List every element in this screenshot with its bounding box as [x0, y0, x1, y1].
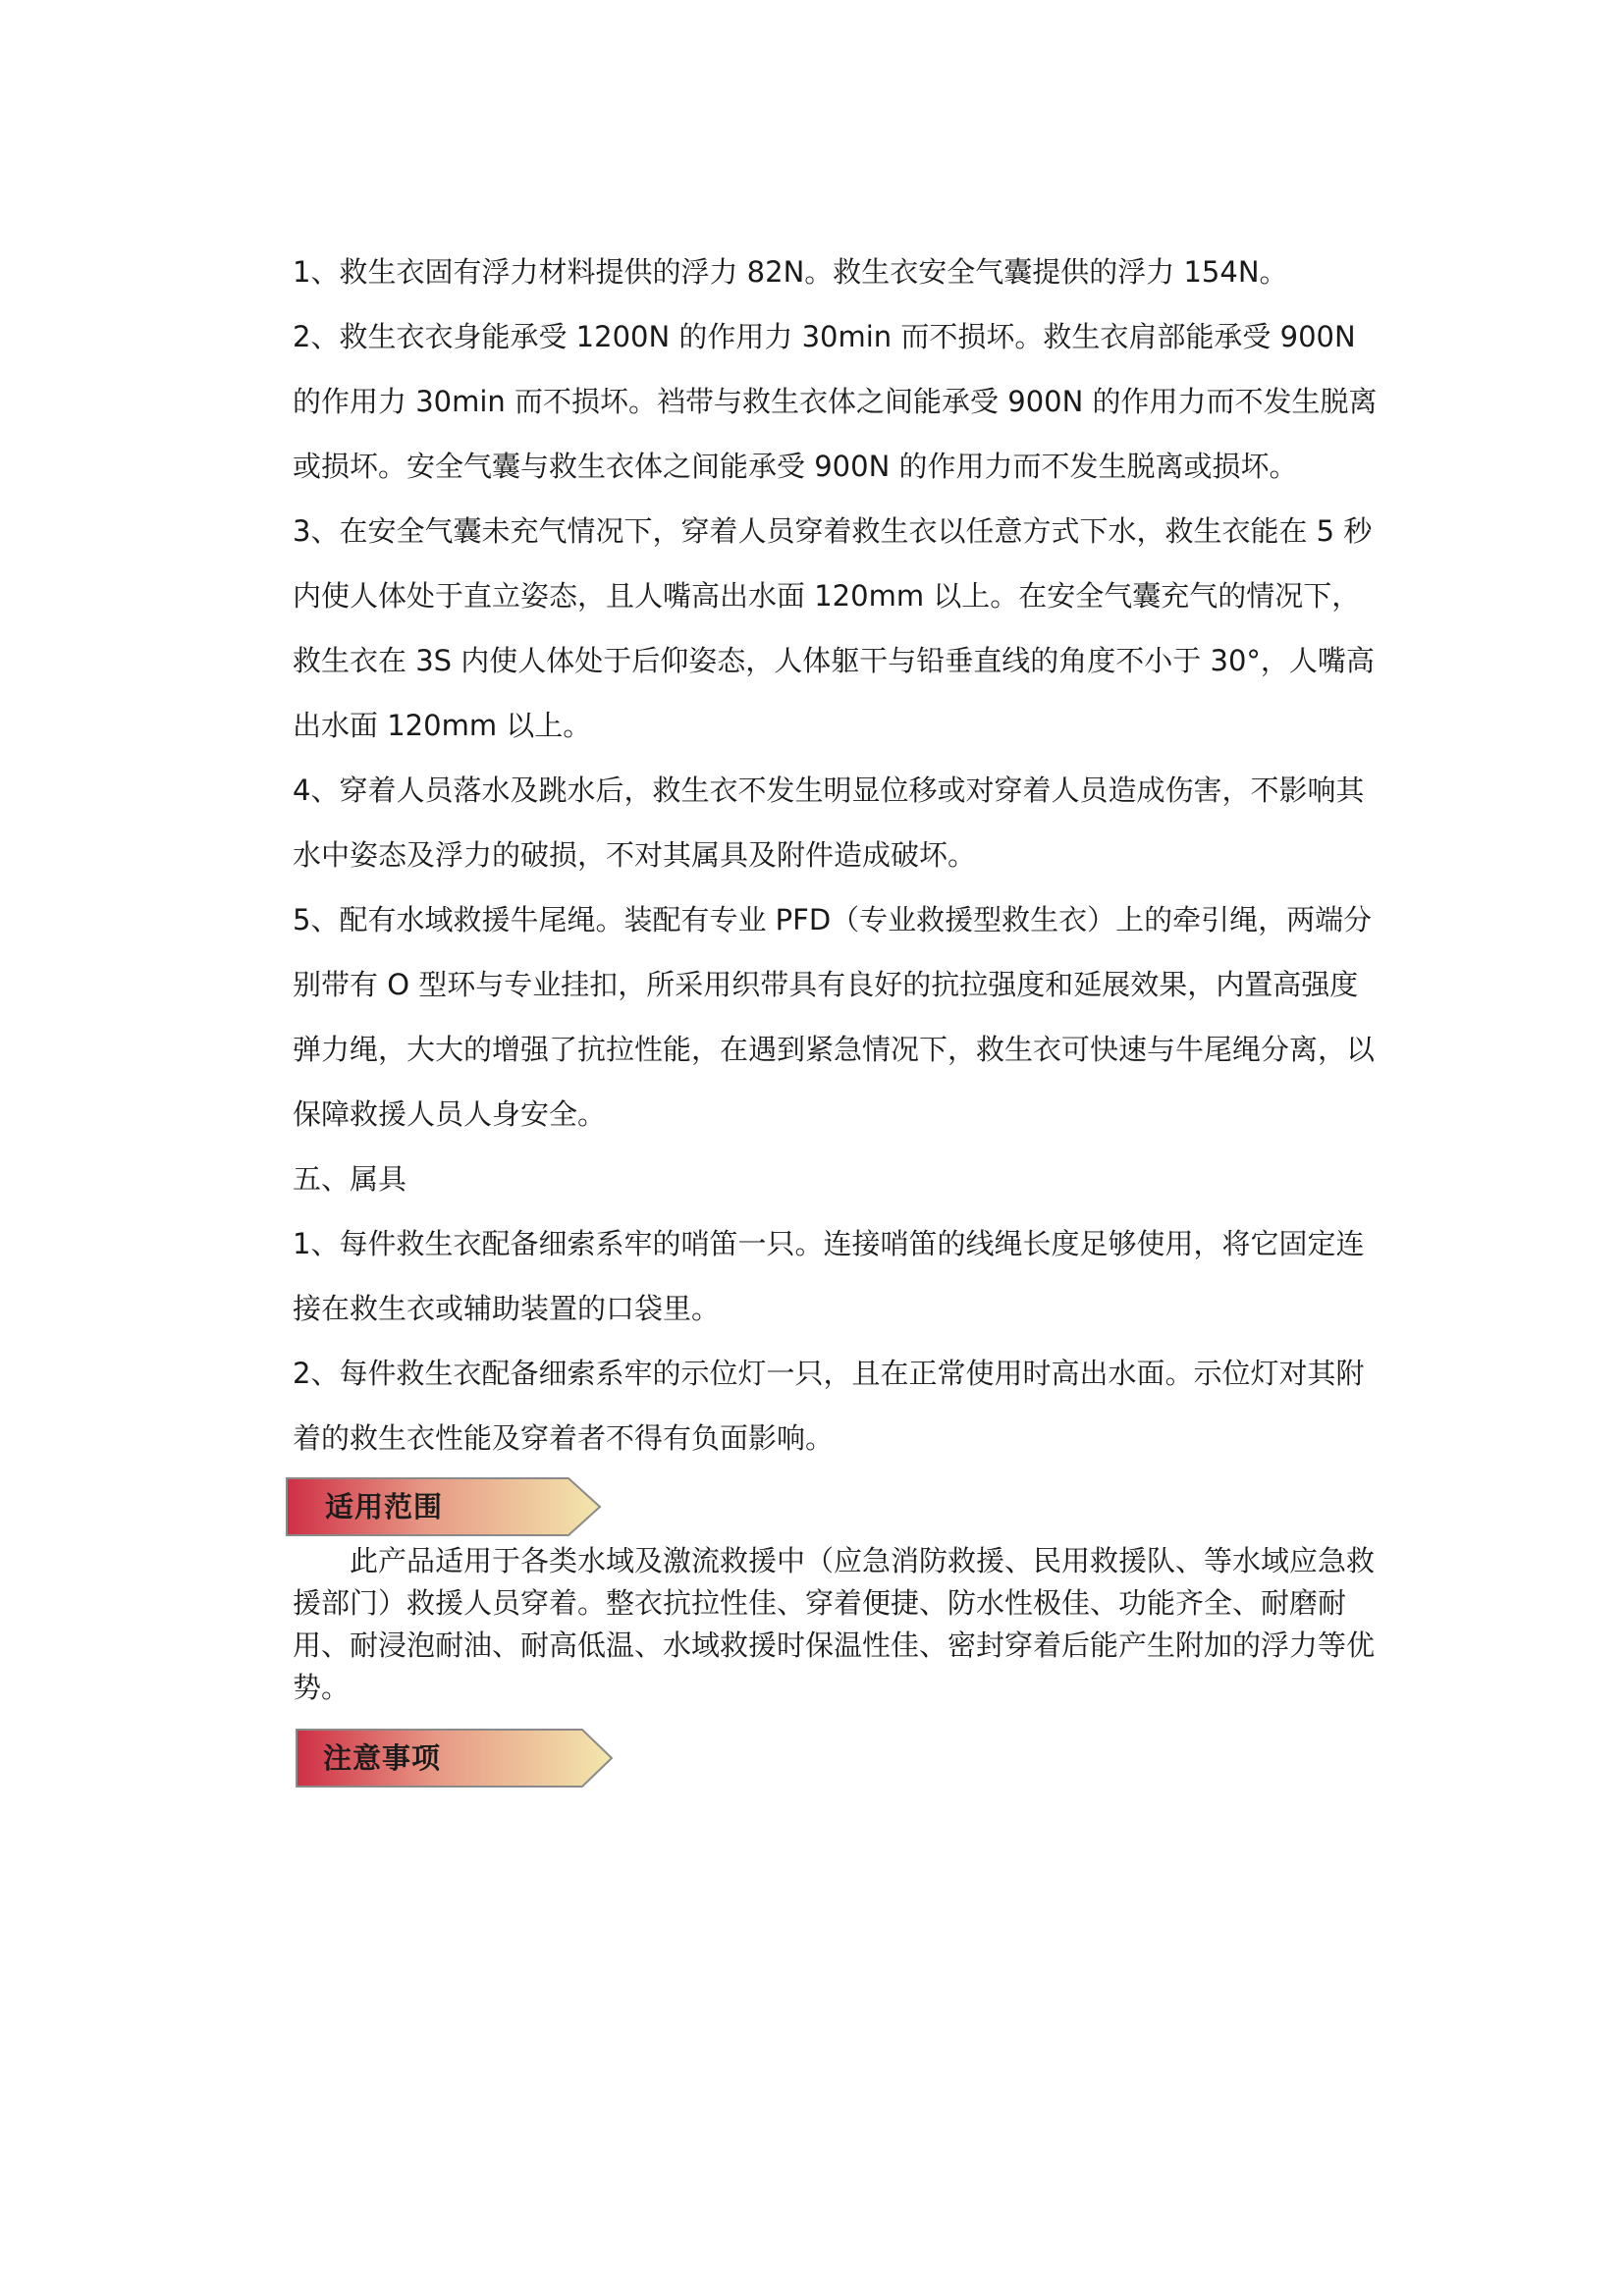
scope-title: 适用范围	[325, 1490, 444, 1523]
scope-section	[293, 1540, 1382, 1709]
spec-item-4: 4、穿着人员落水及跳水后，救生衣不发生明显位移或对穿着人员造成伤害，不影响其水中姿态及浮力的破损，不对其属具及附件造成破坏。	[293, 774, 1365, 872]
spec-item-5: 5、配有水域救援牛尾绳。装配有专业 PFD（专业救援型救生衣）上的牵引绳，两端分别带有 O 型环与专业挂扣，所采用织带具有良好的抗拉强度和延展效果，内置高强度弹力绳，大大的增强了抗拉性能，在遇到紧急情况下，救生衣可快速与牛尾绳分离，以保障救援人员人身安全。	[293, 903, 1376, 1131]
specs-section	[293, 240, 1382, 1470]
spec-item-3: 3、在安全气囊未充气情况下，穿着人员穿着救生衣以任意方式下水，救生衣能在 5 秒内使人体处于直立姿态，且人嘴高出水面 120mm 以上。在安全气囊充气的情况下，救生衣在 3S 内使人体处于后仰姿态，人体躯干与铅垂直线的角度不小于 30°，人嘴高出水面 120mm 以上。	[293, 514, 1375, 742]
notes-banner	[296, 1729, 614, 1788]
scope-banner	[286, 1477, 602, 1536]
spec-item-1: 1、救生衣固有浮力材料提供的浮力 82N。救生衣安全气囊提供的浮力 154N。	[293, 255, 1288, 289]
accessory-item-1: 1、每件救生衣配备细索系牢的哨笛一只。连接哨笛的线绳长度足够使用，将它固定连接在救生衣或辅助装置的口袋里。	[293, 1227, 1365, 1325]
accessory-item-2: 2、每件救生衣配备细索系牢的示位灯一只，且在正常使用时高出水面。示位灯对其附着的救生衣性能及穿着者不得有负面影响。	[293, 1357, 1365, 1455]
spec-item-2: 2、救生衣衣身能承受 1200N 的作用力 30min 而不损坏。救生衣肩部能承受 900N 的作用力 30min 而不损坏。裆带与救生衣体之间能承受 900N 的作用力而不发生脱离或损坏。安全气囊与救生衣体之间能承受 900N 的作用力而不发生脱离或损坏。	[293, 320, 1378, 483]
notes-title: 注意事项	[323, 1741, 442, 1775]
accessories-heading: 五、属具	[293, 1162, 407, 1196]
scope-description: 此产品适用于各类水域及激流救援中（应急消防救援、民用救援队、等水域应急救援部门）救援人员穿着。整衣抗拉性佳、穿着便捷、防水性极佳、功能齐全、耐磨耐用、耐浸泡耐油、耐高低温、水域救援时保温性佳、密封穿着后能产生附加的浮力等优势。	[293, 1544, 1376, 1704]
